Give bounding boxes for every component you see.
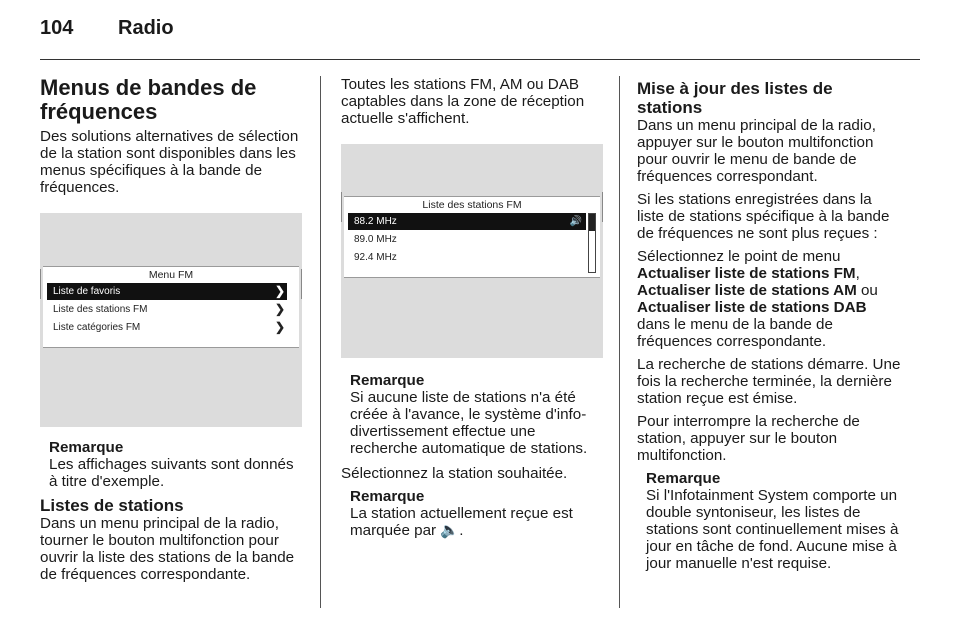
chevron-right-icon: ❯	[274, 302, 285, 316]
station-frequency: 88.2 MHz	[354, 216, 397, 227]
station-list-screen	[344, 196, 600, 278]
note-title: Remarque	[646, 470, 721, 487]
note-title: Remarque	[49, 439, 124, 456]
note-double-syntoniseur	[637, 470, 902, 572]
mise-a-jour-p4: La recherche de stations démarre. Une fois la recherche terminée, la dernière station reçue est émise.	[637, 356, 901, 407]
p3-ou: ou	[860, 282, 878, 299]
station-item-2[interactable]	[348, 231, 586, 248]
station-frequency: 92.4 MHz	[354, 252, 397, 263]
listes-stations-text: Dans un menu principal de la radio, tourner le bouton multifonction pour ouvrir la liste des stations de la bande de fréquences correspondante.	[40, 515, 295, 583]
column-3	[637, 76, 902, 572]
speaker-icon: 🔊	[569, 216, 582, 227]
menu-item-label: Liste catégories FM	[53, 322, 141, 333]
mise-a-jour-p5: Pour interrompre la recherche de station, appuyer sur le bouton multifonction.	[637, 413, 860, 464]
chevron-right-icon: ❯	[274, 284, 285, 298]
page-header	[40, 17, 174, 40]
select-station-text: Sélectionnez la station souhaitée.	[341, 465, 568, 482]
note-text: Les affichages suivants sont donnés à titre d'exemple.	[49, 456, 294, 490]
mise-a-jour-p2: Si les stations enregistrées dans la liste de stations spécifique à la bande de fréquences ne sont plus reçues :	[637, 191, 890, 242]
note-affichages	[40, 439, 302, 490]
station-list-scrollbar[interactable]	[588, 213, 596, 273]
menu-item-stations-fm[interactable]	[47, 301, 287, 318]
note-liste-vide	[341, 372, 603, 457]
section-title: Radio	[118, 17, 174, 39]
option-actualiser-am: Actualiser liste de stations AM	[637, 282, 857, 299]
option-actualiser-dab: Actualiser liste de stations DAB	[637, 299, 867, 316]
menu-fm-screen	[43, 266, 299, 348]
station-item-3[interactable]	[348, 249, 586, 266]
p3-outro: dans le menu de la bande de fréquences correspondante.	[637, 316, 833, 350]
note-title: Remarque	[350, 488, 425, 505]
note-title: Remarque	[350, 372, 425, 389]
p3-intro: Sélectionnez le point de menu	[637, 248, 841, 265]
menu-item-label: Liste de favoris	[53, 286, 121, 297]
column-divider-1	[320, 76, 321, 608]
menu-fm-title: Menu FM	[148, 269, 194, 281]
note-text: La station actuellement reçue est marquée par 🔈.	[350, 505, 573, 539]
note-text: Si aucune liste de stations n'a été créée à l'avance, le système d'info-divertissement effectue une recherche automatique de stations.	[350, 389, 588, 457]
heading-listes-stations: Listes de stations	[40, 496, 184, 515]
scrollbar-thumb[interactable]	[589, 214, 595, 231]
menu-fm-photo	[40, 213, 302, 427]
note-station-recue	[341, 488, 603, 539]
station-item-1[interactable]	[348, 213, 586, 230]
heading-mise-a-jour: Mise à jour des listes de stations	[637, 79, 833, 117]
col2-intro: Toutes les stations FM, AM ou DAB captables dans la zone de réception actuelle s'affichent.	[341, 76, 585, 127]
mise-a-jour-p1: Dans un menu principal de la radio, appuyer sur le bouton multifonction pour ouvrir le menu de bande de fréquences correspondant.	[637, 117, 876, 185]
column-2	[341, 76, 603, 539]
menu-item-favoris[interactable]	[47, 283, 287, 300]
option-actualiser-fm: Actualiser liste de stations FM	[637, 265, 856, 282]
station-list-title: Liste des stations FM	[422, 199, 522, 211]
station-frequency: 89.0 MHz	[354, 234, 397, 245]
column-1	[40, 76, 302, 583]
page-number: 104	[40, 17, 74, 39]
note-text: Si l'Infotainment System comporte un double syntoniseur, les listes de stations sont continuellement mises à jour en tâche de fond. Aucune mise à jour manuelle n'est requise.	[646, 487, 899, 572]
col1-intro: Des solutions alternatives de sélection de la station sont disponibles dans les menus spécifiques à la bande de fréquences.	[40, 128, 299, 196]
header-rule	[40, 59, 920, 60]
station-list-photo	[341, 144, 603, 358]
heading-menus-bandes: Menus de bandes de fréquences	[40, 75, 257, 124]
menu-item-label: Liste des stations FM	[53, 304, 148, 315]
menu-item-categories-fm[interactable]	[47, 319, 287, 336]
chevron-right-icon: ❯	[274, 320, 285, 334]
column-divider-2	[619, 76, 620, 608]
mise-a-jour-p3: Sélectionnez le point de menu Actualiser liste de stations FM, Actualiser liste de stations AM ou Actualiser liste de stations DAB dans le menu de la bande de fréquences correspondante.	[637, 248, 878, 350]
